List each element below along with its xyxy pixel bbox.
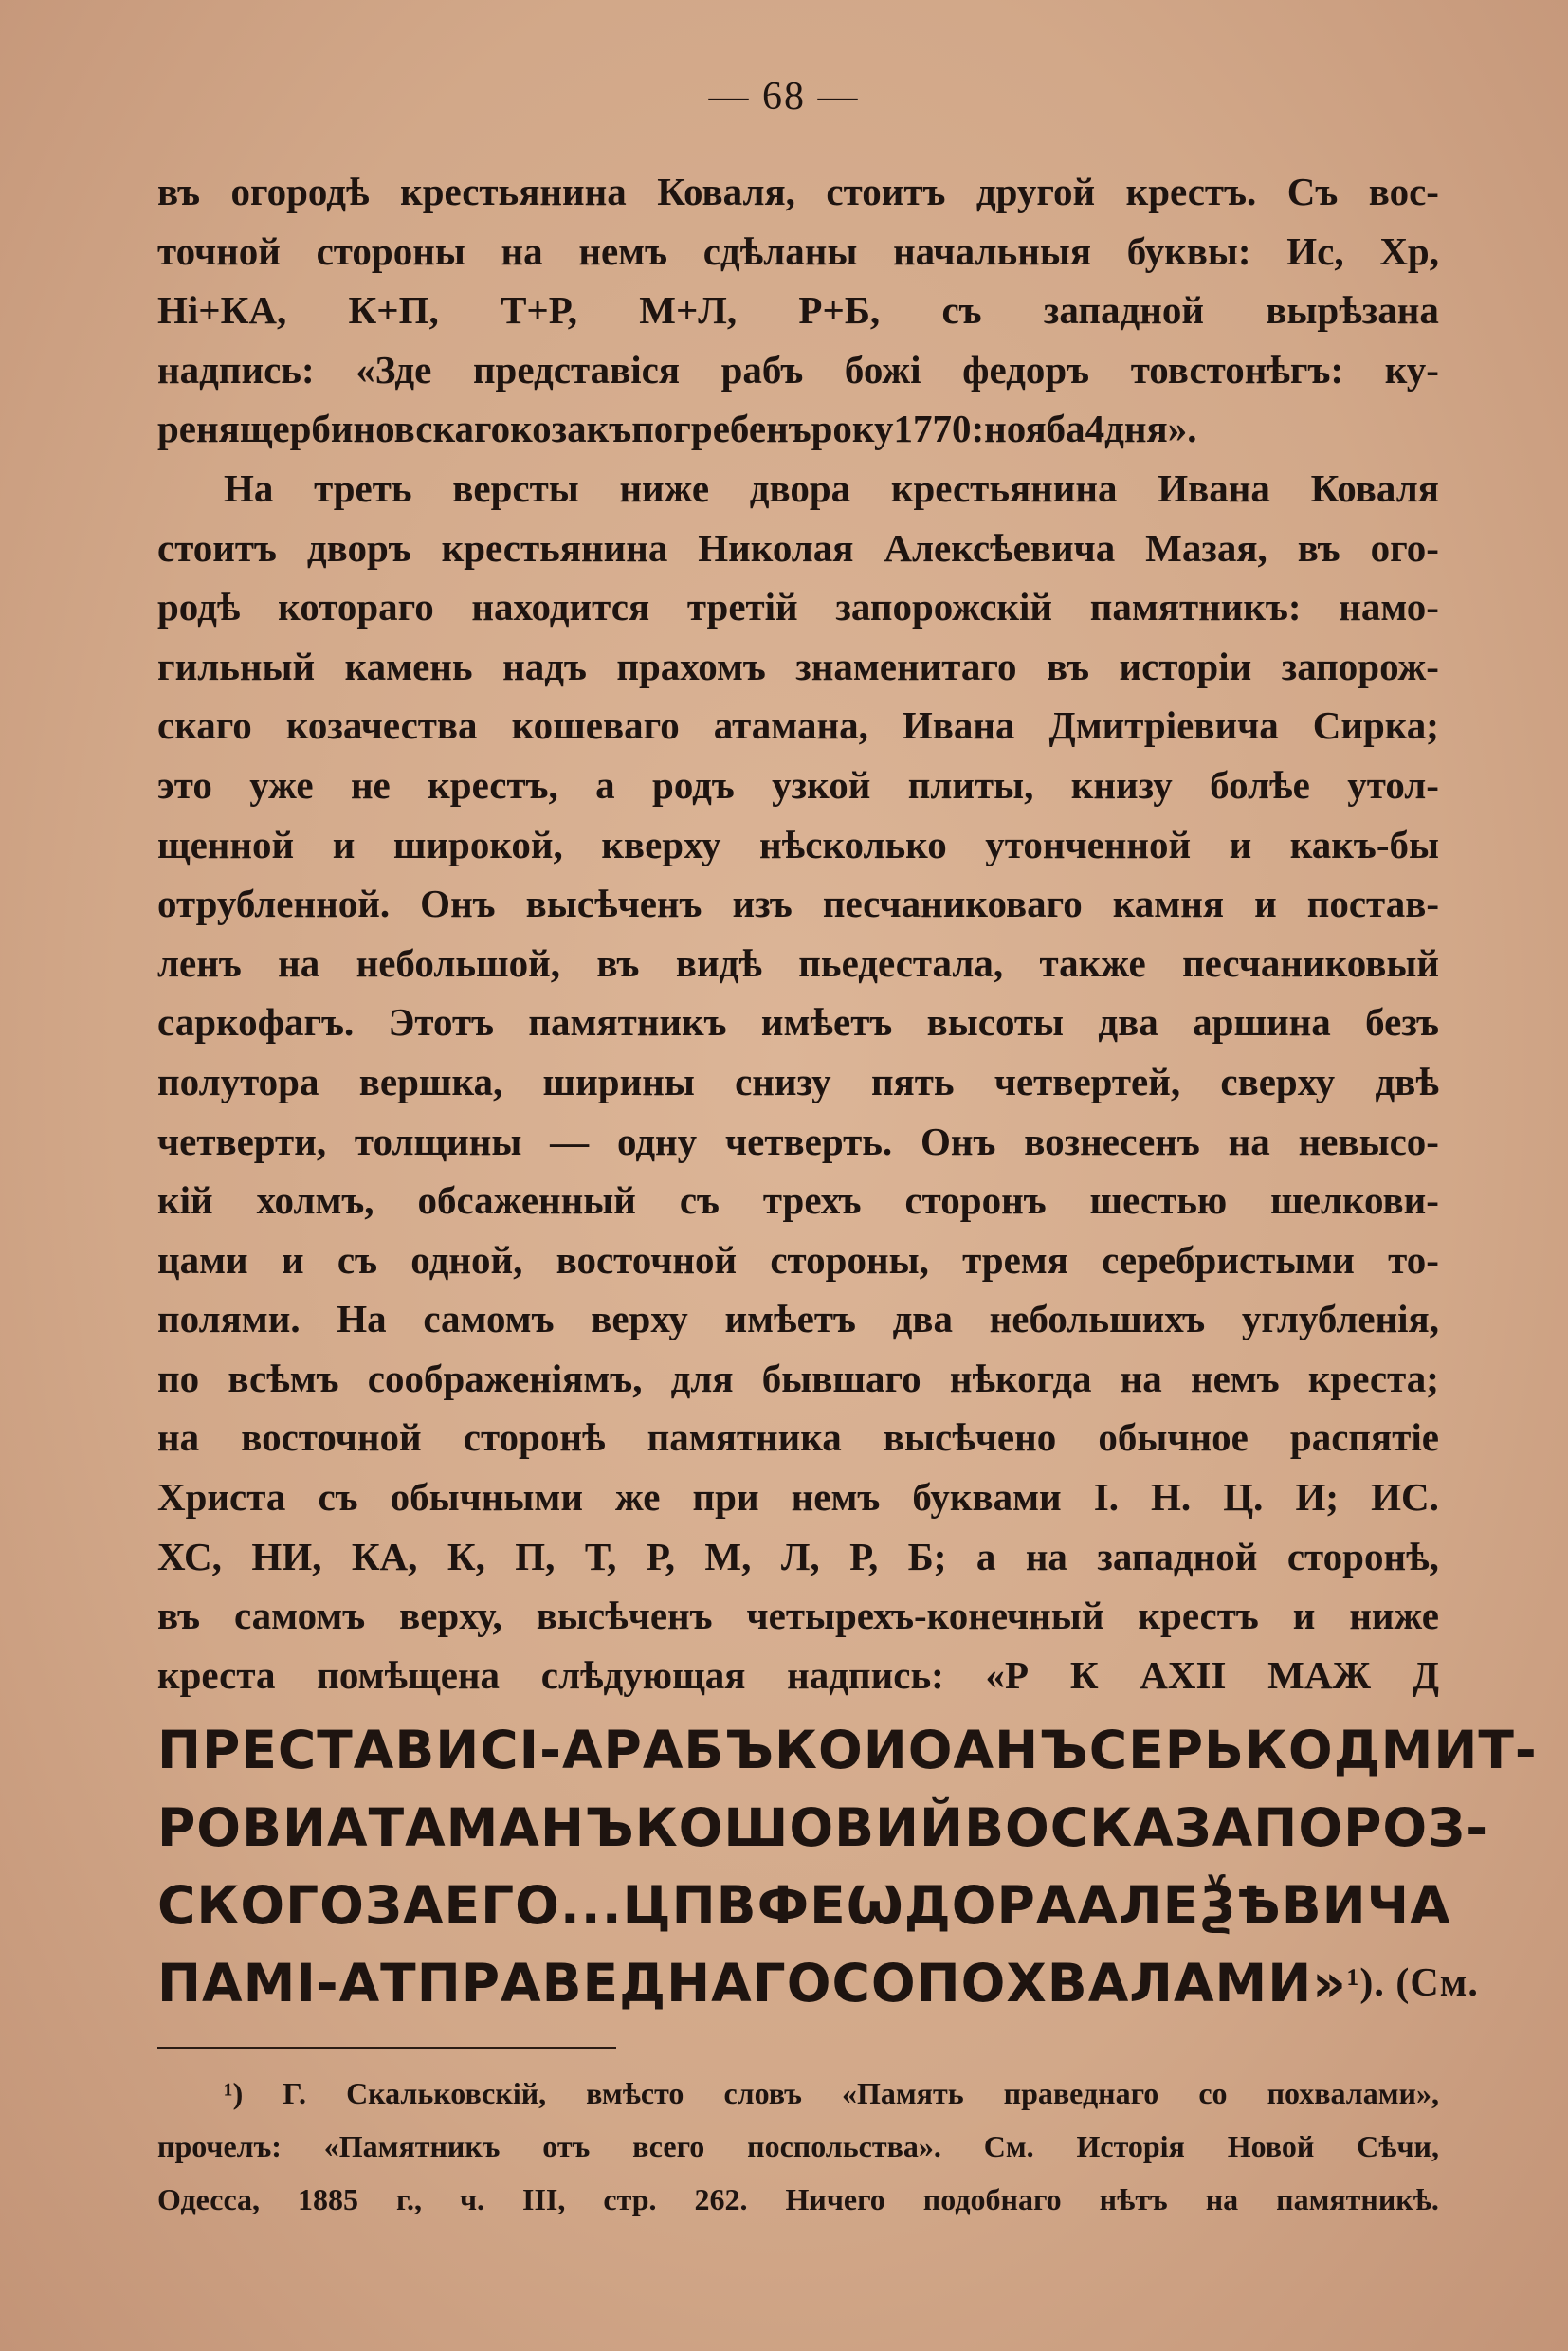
body-line: по всѣмъ соображеніямъ, для бывшаго нѣкогда на немъ креста; [157, 1356, 1439, 1400]
footnote-divider [157, 2047, 616, 2049]
body-line: креста помѣщена слѣдующая надпись: «Р К АХII МАЖ Д [157, 1652, 1439, 1697]
body-line: полями. На самомъ верху имѣетъ два небольшихъ углубленія, [157, 1297, 1439, 1341]
inscription-line: ПРЕСТАВИСІ-А РАБЪ КО ИОАНЪ СЕРЬКО ДМИТ- [157, 1720, 1538, 1781]
body-line: На треть версты ниже двора крестьянина Ивана Коваля [224, 465, 1439, 510]
body-line: ленъ на небольшой, въ видѣ пьедестала, также песчаниковый [157, 940, 1439, 985]
body-line: отрубленной. Онъ высѣченъ изъ песчаниковаго камня и постав- [157, 882, 1439, 926]
body-line: ХС, НИ, КА, К, П, Т, Р, М, Л, Р, Б; а на западной сторонѣ, [157, 1534, 1439, 1578]
footnote-line: прочелъ: «Памятникъ отъ всего поспольства». См. Исторія Новой Сѣчи, [157, 2129, 1439, 2163]
inscription-line: ПАМІ-АТ ПРАВЕДНАГО СО ПОХВАЛАМИ» ¹). (См. [157, 1953, 1479, 2014]
body-text [157, 169, 1538, 2022]
body-line: стоитъ дворъ крестьянина Николая Алексѣевича Мазая, въ ого- [157, 525, 1439, 570]
inscription-line: СКОГО ЗА ЕГО... Ц П В ФЕѠДОРА АЛЕѮѢВИЧА [157, 1875, 1451, 1937]
body-line: саркофагъ. Этотъ памятникъ имѣетъ высоты два аршина безъ [157, 1000, 1439, 1045]
body-line: точной стороны на немъ сдѣланы начальныя буквы: Ис, Хр, [157, 228, 1439, 273]
body-line: въ самомъ верху, высѣченъ четырехъ-конечный крестъ и ниже [157, 1594, 1439, 1638]
body-line: четверти, толщины — одну четверть. Онъ вознесенъ на невысо- [157, 1119, 1439, 1163]
body-line: реня щербиновскаго козакъ погребенъ року 1770: нояба 4 дня». [157, 407, 1197, 451]
body-line: на восточной сторонѣ памятника высѣчено обычное распятіе [157, 1415, 1439, 1460]
page-number: — 68 — [708, 75, 860, 118]
body-line: родѣ котораго находится третій запорожскій памятникъ: намо- [157, 585, 1439, 629]
inscription-line: РОВИ АТАМАНЪ КОШОВИЙ ВОСКА ЗАПОРОЗ- [157, 1797, 1489, 1859]
footnotes [157, 2076, 1439, 2235]
body-line: скаго козачества кошеваго атамана, Ивана Дмитріевича Сирка; [157, 703, 1439, 748]
inscription-tail: ¹). (См. [1346, 1961, 1479, 2006]
footnote-line: ¹) Г. Скальковскій, вмѣсто словъ «Память праведнаго со похвалами», [224, 2076, 1439, 2110]
body-line: въ огородѣ крестьянина Коваля, стоитъ другой крестъ. Съ вос- [157, 170, 1439, 213]
body-line: щенной и широкой, кверху нѣсколько утонченной и какъ-бы [157, 822, 1439, 866]
body-line: надпись: «Зде представіся рабъ божі федоръ товстонѣгъ: ку- [157, 347, 1439, 392]
body-line: это уже не крестъ, а родъ узкой плиты, книзу болѣе утол- [157, 762, 1439, 807]
body-line: цами и съ одной, восточной стороны, тремя серебристыми то- [157, 1237, 1439, 1282]
body-line: Христа съ обычными же при немъ буквами І. Н. Ц. И; ИС. [157, 1475, 1439, 1520]
body-line: Ні+КА, К+П, Т+Р, М+Л, Р+Б, съ западной вырѣзана [157, 288, 1439, 333]
body-line: полутора вершка, ширины снизу пять четвертей, сверху двѣ [157, 1059, 1439, 1103]
body-line: кій холмъ, обсаженный съ трехъ сторонъ шестью шелкови- [157, 1178, 1439, 1223]
body-line: гильный камень надъ прахомъ знаменитаго въ исторіи запорож- [157, 644, 1439, 688]
footnote-line: Одесса, 1885 г., ч. III, стр. 262. Ничего подобнаго нѣтъ на памятникѣ. [157, 2182, 1439, 2216]
